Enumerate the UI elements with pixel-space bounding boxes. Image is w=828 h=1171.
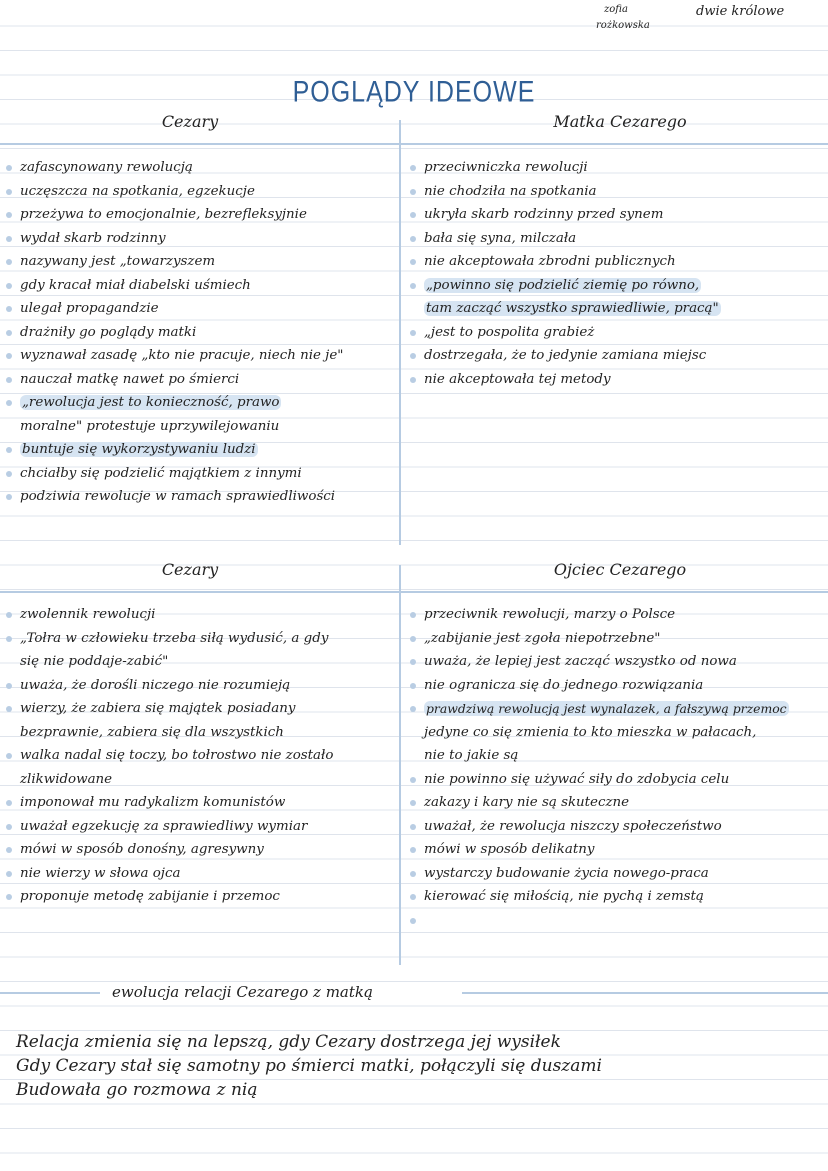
list-cezary-bottom [6,603,333,909]
list-item: się nie poddaje-zabić" [20,654,169,669]
divider-bottom-left [0,992,100,994]
heading-matka-cezarego: Matka Cezarego [553,112,687,131]
list-item [6,391,343,415]
list-item: nie ogranicza się do jednego rozwiązania [410,674,789,698]
list-item: dostrzegała, że to jedynie zamiana miejsc [410,344,721,368]
list-item: podziwia rewolucje w ramach sprawiedliwości [6,485,343,509]
heading-cezary-bottom: Cezary [161,560,219,579]
relation-line: Gdy Cezary stał się samotny po śmierci matki, połączyli się duszami [16,1056,602,1076]
divider-vertical-top [399,120,401,545]
list-item: ukryła skarb rodzinny przed synem [410,203,721,227]
author-first-name: zofia [604,4,628,15]
list-item: walka nadal się toczy, bo tołrostwo nie zostało [6,744,333,768]
list-item: mówi w sposób donośny, agresywny [6,838,333,862]
list-item: zakazy i kary nie są skuteczne [410,791,789,815]
list-matka-cezarego [410,156,721,391]
list-item: nie to jakie są [424,748,519,763]
list-item: kierować się miłością, nie pychą i zemstą [410,885,789,909]
list-item: ulegał propagandzie [6,297,343,321]
list-item: drażniły go poglądy matki [6,321,343,345]
list-ojciec-cezarego [410,603,789,932]
relation-line: Budowała go rozmowa z nią [16,1080,258,1100]
highlighted-text: buntuje się wykorzystywaniu ludzi [22,442,256,457]
list-item: „Tołra w człowieku trzeba siłą wydusić, a gdy [6,627,333,651]
list-item: wydał skarb rodzinny [6,227,343,251]
list-item [410,297,721,321]
list-item: bała się syna, milczała [410,227,721,251]
heading-cezary-top: Cezary [161,112,219,131]
list-item: mówi w sposób delikatny [410,838,789,862]
list-item: nauczał matkę nawet po śmierci [6,368,343,392]
divider-vertical-bottom [399,565,401,965]
list-item: przeżywa to emocjonalnie, bezrefleksyjnie [6,203,343,227]
list-item: nie wierzy w słowa ojca [6,862,333,886]
list-item: chciałby się podzielić majątkiem z innymi [6,462,343,486]
list-item: wierzy, że zabiera się majątek posiadany [6,697,333,721]
list-item: „jest to pospolita grabież [410,321,721,345]
book-title: dwie królowe [696,4,785,19]
list-cezary-top [6,156,343,509]
list-item: uważa, że lepiej jest zacząć wszystko od nowa [410,650,789,674]
list-item: imponował mu radykalizm komunistów [6,791,333,815]
list-item: uważał, że rewolucja niszczy społeczeństwo [410,815,789,839]
divider-bottom-right [462,992,828,994]
highlighted-text: „powinno się podzielić ziemię po równo, [426,277,700,293]
relation-line: Relacja zmienia się na lepszą, gdy Cezary dostrzega jej wysiłek [16,1032,561,1052]
list-item: przeciwnik rewolucji, marzy o Polsce [410,603,789,627]
highlighted-text: „rewolucja jest to konieczność, prawo [22,395,280,410]
page-title: POGLĄDY IDEOWE [292,75,536,109]
author-last-name: rożkowska [596,20,650,31]
list-item: bezprawnie, zabiera się dla wszystkich [20,724,284,740]
highlighted-text: tam zacząć wszystko sprawiedliwie, pracą" [426,301,719,316]
list-item: uczęszcza na spotkania, egzekucje [6,180,343,204]
list-item: „zabijanie jest zgoła niepotrzebne" [410,627,789,651]
heading-ojciec-cezarego: Ojciec Cezarego [553,560,687,579]
relation-paragraph [16,1030,602,1102]
divider-middle [0,591,828,593]
list-item: zafascynowany rewolucją [6,156,343,180]
highlighted-text: prawdziwą rewolucją jest wynalazek, a fałszywą przemoc [426,701,787,716]
list-item: przeciwniczka rewolucji [410,156,721,180]
list-item: moralne" protestuje uprzywilejowaniu [20,418,280,434]
list-item: nie powinno się używać siły do zdobycia celu [410,768,789,792]
list-item: wyznawał zasadę „kto nie pracuje, niech nie je" [6,344,343,368]
list-item: nazywany jest „towarzyszem [6,250,343,274]
list-item: nie akceptowała zbrodni publicznych [410,250,721,274]
list-item [410,274,721,298]
list-item: wystarczy budowanie życia nowego-praca [410,862,789,886]
list-item [410,909,789,933]
list-item: uważał egzekucję za sprawiedliwy wymiar [6,815,333,839]
list-item: jedyne co się zmienia to kto mieszka w pałacach, [424,724,757,740]
list-item [410,697,789,721]
list-item: proponuje metodę zabijanie i przemoc [6,885,333,909]
list-item: zwolennik rewolucji [6,603,333,627]
list-item: nie akceptowała tej metody [410,368,721,392]
list-item: uważa, że dorośli niczego nie rozumieją [6,674,333,698]
divider-top [0,143,828,145]
list-item [6,438,343,462]
relation-title: ewolucja relacji Cezarego z matką [112,983,373,1001]
list-item: gdy kracał miał diabelski uśmiech [6,274,343,298]
list-item: zlikwidowane [20,771,113,787]
list-item: nie chodziła na spotkania [410,180,721,204]
